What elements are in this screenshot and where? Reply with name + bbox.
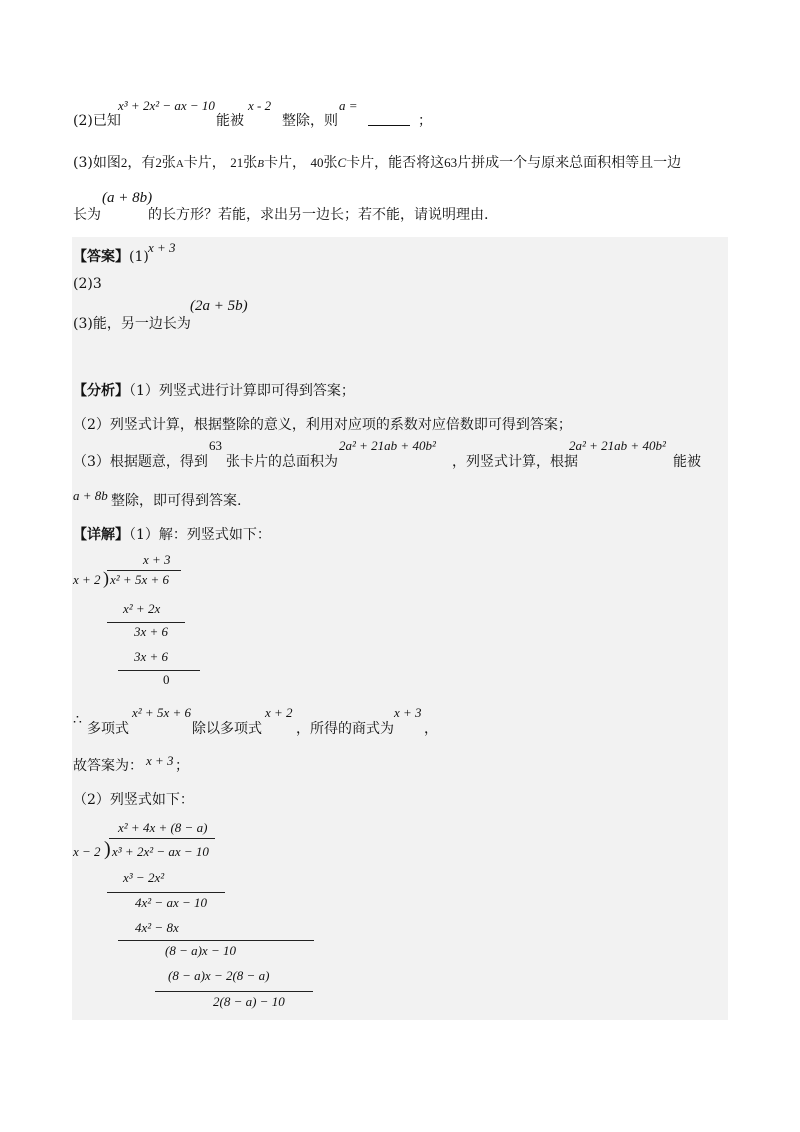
div1-rule-2 <box>118 670 200 671</box>
div1-bracket: ) <box>103 568 109 588</box>
answer-statement-value: x + 3 <box>146 753 174 768</box>
analysis-line4: 整除，即可得到答案. <box>111 493 242 509</box>
q3-text-b: ，有 <box>127 155 156 171</box>
conclusion-b: 除以多项式 <box>192 721 262 737</box>
div1-rule-1 <box>107 622 185 623</box>
q2-answer-blank <box>368 111 410 130</box>
q3-count-b: 21 <box>230 155 244 170</box>
q3-text-h: 卡片，能否将这 <box>346 155 445 171</box>
analysis-area-expr-2: 2a² + 21ab + 40b² <box>569 438 666 453</box>
div1-remainder-1: 3x + 6 <box>134 624 169 639</box>
q3-figure-number: 2 <box>120 155 128 170</box>
answer-1-prefix: (1) <box>129 249 149 265</box>
div1-dividend: x² + 5x + 6 <box>110 572 169 587</box>
div2-remainder-2: (8 − a)x − 10 <box>165 943 236 958</box>
therefore-symbol: ∴ <box>73 712 82 728</box>
q2-divisor: x - 2 <box>248 98 272 113</box>
question-2 <box>73 110 121 130</box>
div1-divisor: x + 2 <box>73 572 101 587</box>
div1-bracket-top <box>107 570 181 571</box>
conclusion-a: 多项式 <box>87 721 129 737</box>
div1-remainder-2: 0 <box>163 672 170 687</box>
div2-rule-2 <box>118 940 314 941</box>
div2-subtract-2: 4x² − 8x <box>135 920 179 935</box>
conclusion-divisor: x + 2 <box>265 705 293 720</box>
answer-statement-end: ； <box>175 758 189 774</box>
div2-remainder-1: 4x² − ax − 10 <box>135 895 207 910</box>
q3-card-a: A <box>175 158 184 170</box>
detail-line1 <box>73 524 271 544</box>
div2-remainder-3: 2(8 − a) − 10 <box>213 994 285 1009</box>
conclusion-quotient: x + 3 <box>394 705 422 720</box>
q3-count-a: 2 <box>155 155 162 170</box>
answer-statement-a: 故答案为： <box>73 758 143 774</box>
q3-count-c: 40 <box>310 155 324 170</box>
div2-quotient: x² + 4x + (8 − a) <box>118 820 208 835</box>
q3-text-f: 卡片， <box>263 155 306 171</box>
detail-label: 【详解】 <box>73 527 129 543</box>
q2-prefix: (2)已知 <box>73 113 121 129</box>
q3-text-g: 张 <box>323 155 338 171</box>
div2-rule-1 <box>107 892 225 893</box>
q2-mid: 能被 <box>216 113 244 129</box>
analysis-line1 <box>73 380 355 400</box>
q3-side-length: (a + 8b) <box>102 190 153 206</box>
q2-variable: a = <box>339 98 358 113</box>
q3-text-e: 张 <box>243 155 258 171</box>
div1-quotient: x + 3 <box>143 552 171 567</box>
conclusion-d: ， <box>424 721 438 737</box>
detail-line2: （2）列竖式如下： <box>73 792 194 808</box>
div2-bracket: ) <box>104 838 111 860</box>
div2-divisor: x − 2 <box>73 844 101 859</box>
question-3-line1 <box>73 152 681 172</box>
q3-card-c: C <box>337 155 347 170</box>
analysis-text-1: （1）列竖式进行计算即可得到答案； <box>129 383 355 399</box>
q3-line2-a: 长为 <box>73 207 101 223</box>
analysis-label: 【分析】 <box>73 383 129 399</box>
answer-3-value: (2a + 5b) <box>190 298 248 314</box>
analysis-line3-c: ，列竖式计算，根据 <box>452 454 578 470</box>
q2-polynomial: x³ + 2x² − ax − 10 <box>118 98 215 113</box>
q3-line2-b: 的长方形？若能，求出另一边长；若不能，请说明理由. <box>148 207 489 223</box>
div2-bracket-top <box>109 838 215 839</box>
conclusion-polynomial: x² + 5x + 6 <box>132 705 191 720</box>
q3-text-d: 卡片， <box>183 155 226 171</box>
q3-text-a: (3)如图 <box>73 155 121 171</box>
q3-card-b: B <box>257 158 264 170</box>
detail-text-1: （1）解：列竖式如下： <box>129 527 271 543</box>
q3-total: 63 <box>444 155 458 170</box>
div2-rule-3 <box>155 991 313 992</box>
q2-end: ； <box>418 113 432 129</box>
q3-text-c: 张 <box>161 155 176 171</box>
answer-label: 【答案】 <box>73 249 129 265</box>
q3-text-i: 片拼成一个与原来总面积相等且一边 <box>457 155 682 171</box>
analysis-card-count: 63 <box>209 438 222 453</box>
answer-1-value: x + 3 <box>148 240 176 255</box>
div2-subtract-1: x³ − 2x² <box>123 870 165 885</box>
answer-2: (2)3 <box>73 276 102 292</box>
conclusion-c: ，所得的商式为 <box>296 721 394 737</box>
analysis-divisor: a + 8b <box>73 488 108 503</box>
div1-subtract-2: 3x + 6 <box>134 649 169 664</box>
div2-subtract-3: (8 − a)x − 2(8 − a) <box>168 968 270 983</box>
div2-dividend: x³ + 2x² − ax − 10 <box>112 844 209 859</box>
answer-3-prefix: (3)能，另一边长为 <box>73 316 191 332</box>
analysis-line3-b: 张卡片的总面积为 <box>226 454 338 470</box>
analysis-line3-d: 能被 <box>673 454 701 470</box>
q2-suffix: 整除，则 <box>282 113 338 129</box>
div1-subtract-1: x² + 2x <box>123 601 161 616</box>
analysis-line3-a: （3）根据题意，得到 <box>73 454 208 470</box>
answer-line1 <box>73 246 149 266</box>
analysis-area-expr: 2a² + 21ab + 40b² <box>339 438 436 453</box>
analysis-line2: （2）列竖式计算，根据整除的意义，利用对应项的系数对应倍数即可得到答案； <box>73 417 572 433</box>
